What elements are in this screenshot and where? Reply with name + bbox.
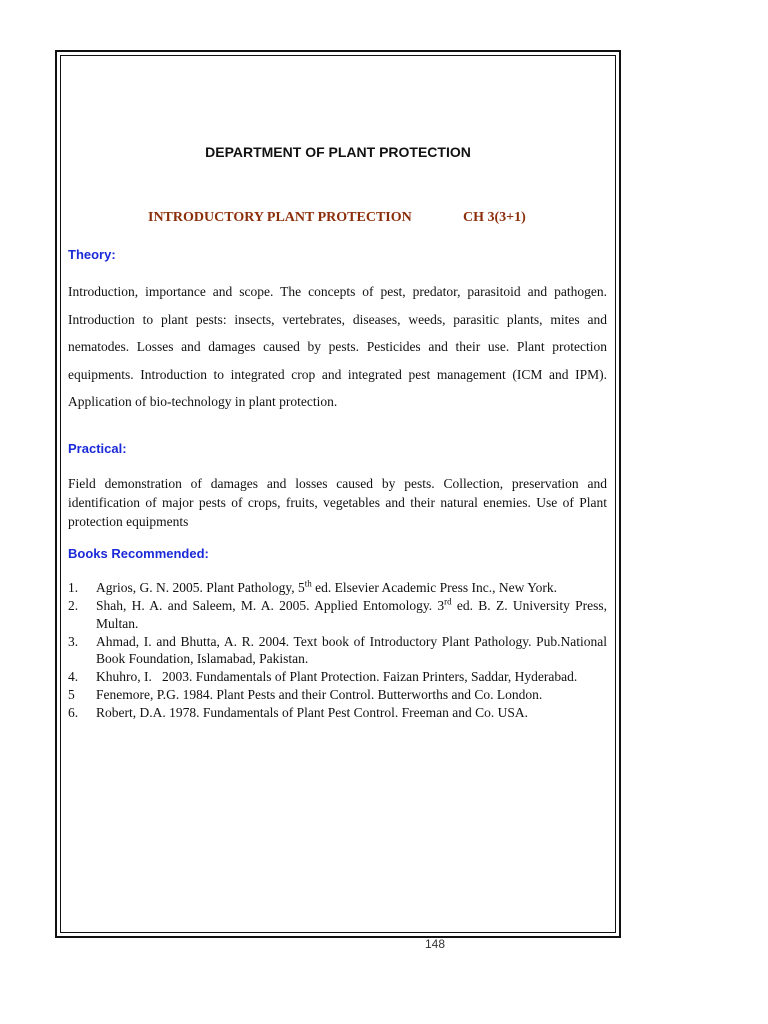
book-text: Shah, H. A. and Saleem, M. A. 2005. Applied Entomology. 3 xyxy=(96,598,445,613)
book-number: 5 xyxy=(68,687,75,702)
practical-text: Field demonstration of damages and losses caused by pests. Collection, preservation and identification of major pests of crops, fruits, vegetables and their natural enemies. Use of Plant protection equipments xyxy=(68,476,607,529)
course-credit-hours: CH 3(3+1) xyxy=(463,210,526,225)
books-heading: Books Recommended: xyxy=(68,546,209,561)
theory-heading: Theory: xyxy=(68,247,116,262)
practical-heading: Practical: xyxy=(68,441,127,456)
department-title: DEPARTMENT OF PLANT PROTECTION xyxy=(205,144,471,160)
book-item xyxy=(68,633,607,668)
book-number: 1. xyxy=(68,580,79,595)
book-item xyxy=(68,597,607,632)
book-item xyxy=(68,579,607,597)
book-number: 4. xyxy=(68,669,79,684)
book-text: Robert, D.A. 1978. Fundamentals of Plant Pest Control. Freeman and Co. USA. xyxy=(96,705,528,720)
book-text: Khuhro, I. 2003. Fundamentals of Plant Protection. Faizan Printers, Saddar, Hyderabad. xyxy=(96,669,578,684)
book-number: 3. xyxy=(68,633,79,649)
book-item xyxy=(68,686,607,704)
book-list xyxy=(68,579,607,722)
book-text: Ahmad, I. and Bhutta, A. R. 2004. Text book of Introductory Plant Pathology. Pub.National Book Foundation, Islamabad, Pakistan. xyxy=(96,633,607,666)
book-number: 6. xyxy=(68,705,79,720)
book-text: Agrios, G. N. 2005. Plant Pathology, 5 xyxy=(96,580,305,595)
book-superscript: th xyxy=(304,578,312,589)
book-text-continued: ed. B. Z. University Press, Multan. xyxy=(96,598,607,631)
book-item xyxy=(68,704,607,722)
theory-text: Introduction, importance and scope. The concepts of pest, predator, parasitoid and pathogen. Introduction to plant pests: insects, vertebrates, diseases, weeds, parasitic plants, mites and nematodes. Losses and damages caused by pests. Pesticides and their use. Plant protection equipments. Introduction to integrated crop and integrated pest management (ICM and IPM). Application of bio-technology in plant protection. xyxy=(68,284,607,409)
page-number: 148 xyxy=(424,937,446,951)
book-item xyxy=(68,668,607,686)
book-text-continued: ed. Elsevier Academic Press Inc., New York. xyxy=(311,580,557,595)
book-superscript: rd xyxy=(444,596,452,607)
book-number: 2. xyxy=(68,598,79,613)
course-title: INTRODUCTORY PLANT PROTECTION xyxy=(148,210,412,225)
book-text: Fenemore, P.G. 1984. Plant Pests and their Control. Butterworths and Co. London. xyxy=(96,687,543,702)
